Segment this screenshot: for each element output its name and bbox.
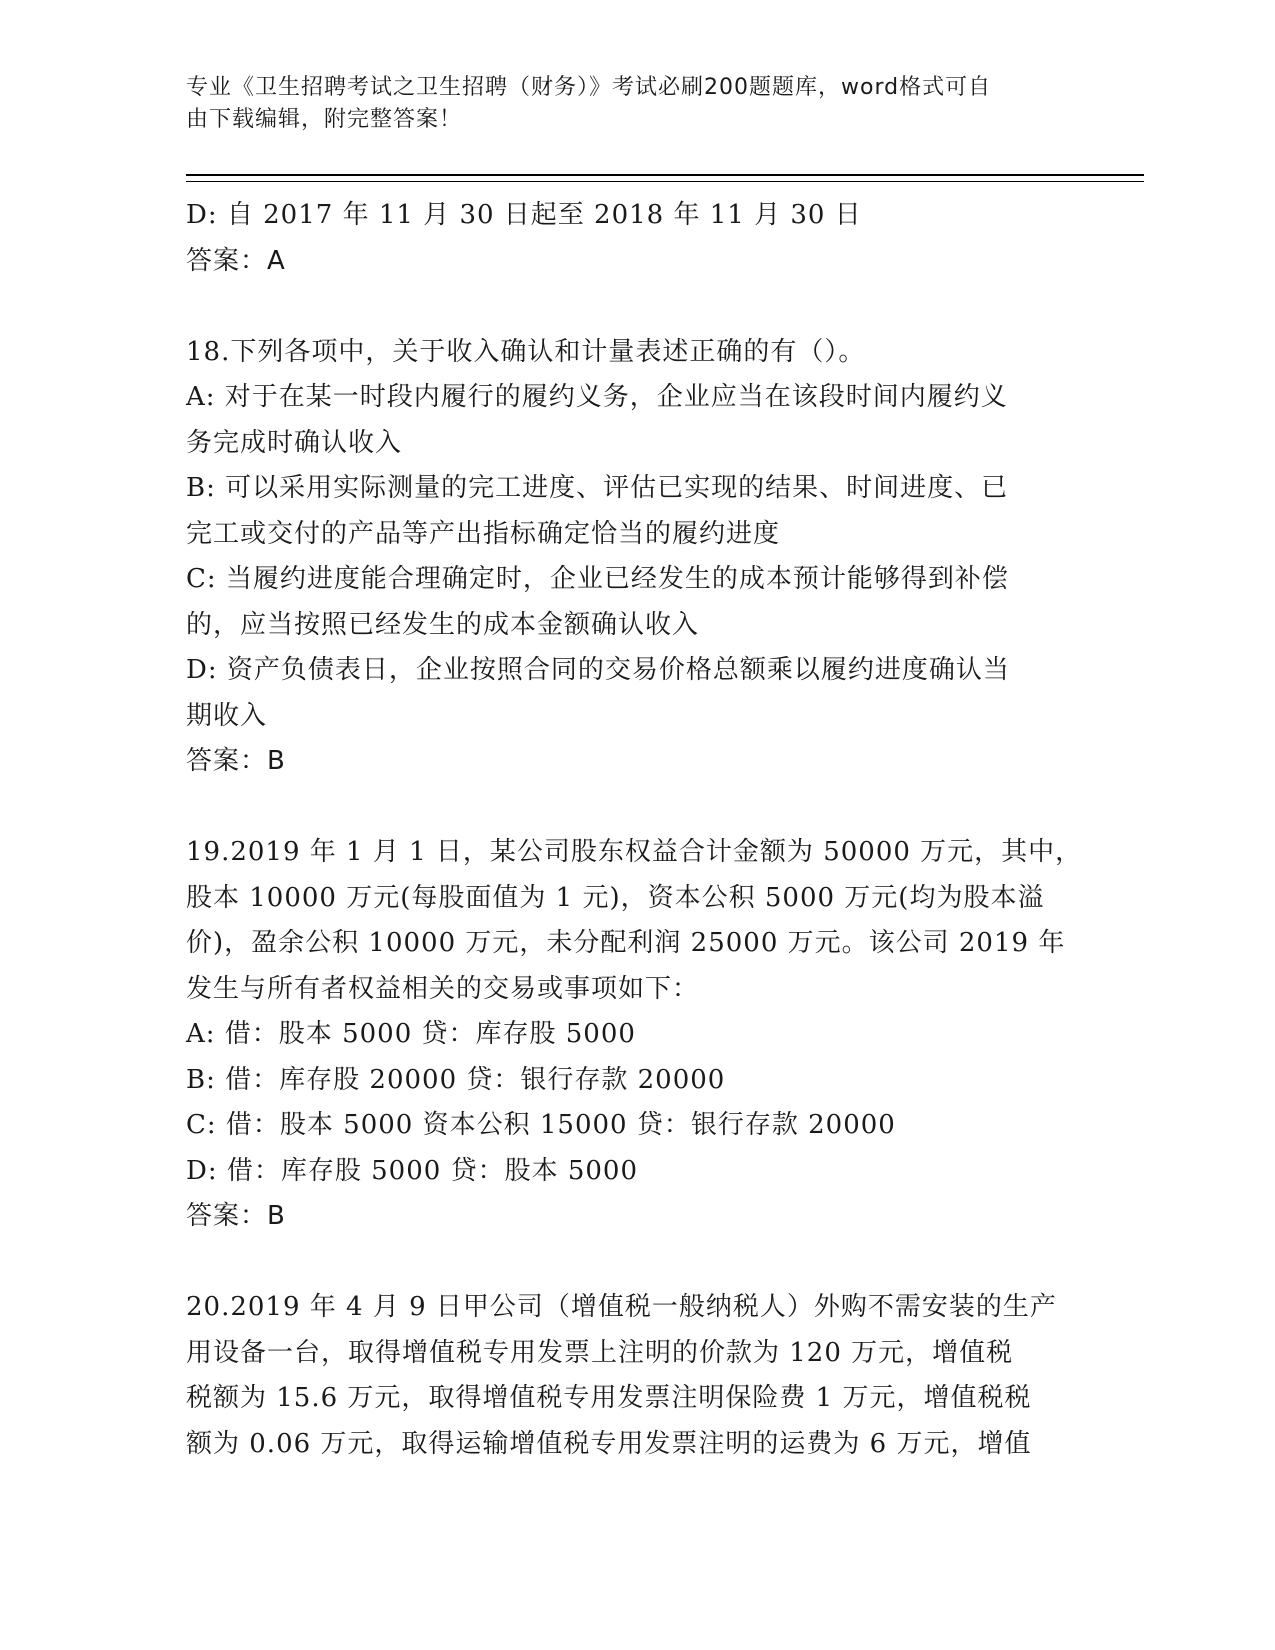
q18-option-d: D: 资产负债表日，企业按照合同的交易价格总额乘以履约进度确认当 xyxy=(186,655,1010,685)
q18-answer: 答案：B xyxy=(186,746,286,776)
q19-stem-line-4: 发生与所有者权益相关的交易或事项如下： xyxy=(186,973,700,1004)
q18-option-c: C: 当履约进度能合理确定时，企业已经发生的成本预计能够得到补偿 xyxy=(186,564,1009,594)
q17-answer: 答案：A xyxy=(186,245,286,276)
q19-stem-line-3: 价)，盈余公积 10000 万元，未分配利润 25000 万元。该公司 2019 年 xyxy=(186,928,1066,958)
spacer xyxy=(186,1240,1086,1286)
q20-stem-line-2: 用设备一台，取得增值税专用发票上注明的价款为 120 万元，增值税 xyxy=(186,1337,1014,1368)
header-rule-thick xyxy=(186,174,1144,176)
document-header xyxy=(186,72,1086,136)
q19-option-b: B: 借：库存股 20000 贷：银行存款 20000 xyxy=(186,1064,726,1095)
question-20 xyxy=(186,1285,1086,1467)
question-17-tail xyxy=(186,193,1086,284)
q19-answer: 答案：B xyxy=(186,1201,286,1231)
q20-stem-line-4: 额为 0.06 万元，取得运输增值税专用发票注明的运费为 6 万元，增值 xyxy=(186,1428,1032,1459)
q18-option-b-cont: 完工或交付的产品等产出指标确定恰当的履约进度 xyxy=(186,518,781,549)
q20-stem-line-3: 税额为 15.6 万元，取得增值税专用发票注明保险费 1 万元，增值税税 xyxy=(186,1383,1032,1413)
header-rule-thin xyxy=(186,181,1144,182)
q17-option-d: D: 自 2017 年 11 月 30 日起至 2018 年 11 月 30 日 xyxy=(186,200,862,230)
q18-option-a: A: 对于在某一时段内履行的履约义务，企业应当在该段时间内履约义 xyxy=(186,382,1008,412)
q19-option-c: C: 借：股本 5000 资本公积 15000 贷：银行存款 20000 xyxy=(186,1110,896,1140)
q18-option-a-cont: 务完成时确认收入 xyxy=(186,427,403,458)
q18-stem: 18.下列各项中，关于收入确认和计量表述正确的有（）。 xyxy=(186,336,866,367)
header-title-line-2: 由下载编辑，附完整答案！ xyxy=(186,107,463,132)
q19-stem-line-1: 19.2019 年 1 月 1 日，某公司股东权益合计金额为 50000 万元，其中， xyxy=(186,837,1083,867)
document-body xyxy=(186,193,1086,1467)
q19-option-d: D: 借：库存股 5000 贷：股本 5000 xyxy=(186,1155,639,1186)
q18-option-b: B: 可以采用实际测量的完工进度、评估已实现的结果、时间进度、已 xyxy=(186,473,1009,503)
q19-stem-line-2: 股本 10000 万元(每股面值为 1 元)，资本公积 5000 万元(均为股本溢 xyxy=(186,882,1045,913)
q18-option-c-cont: 的，应当按照已经发生的成本金额确认收入 xyxy=(186,609,700,640)
q18-option-d-cont: 期收入 xyxy=(186,700,268,731)
q19-option-a: A: 借：股本 5000 贷：库存股 5000 xyxy=(186,1019,636,1049)
spacer xyxy=(186,785,1086,831)
q20-stem-line-1: 20.2019 年 4 月 9 日甲公司（增值税一般纳税人）外购不需安装的生产 xyxy=(186,1292,1057,1322)
question-19 xyxy=(186,830,1086,1240)
header-title-line-1: 专业《卫生招聘考试之卫生招聘（财务）》考试必刷200题题库，word格式可自 xyxy=(186,75,992,100)
spacer xyxy=(186,284,1086,330)
question-18 xyxy=(186,330,1086,785)
